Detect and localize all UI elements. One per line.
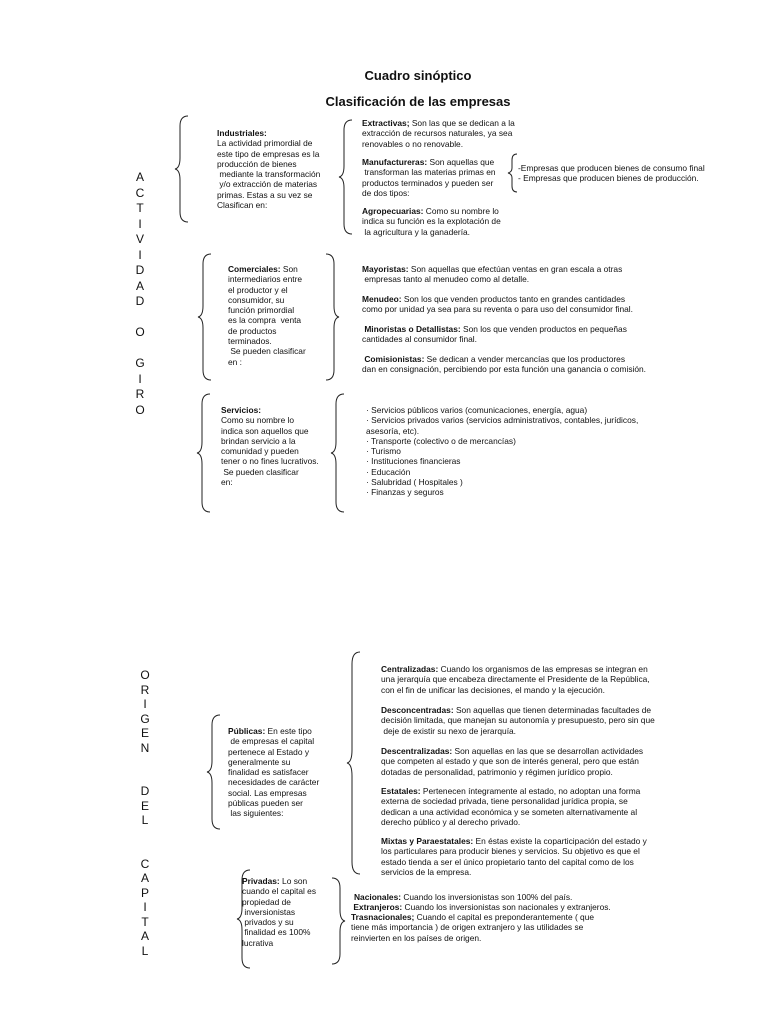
bracket-actividad-servicios xyxy=(196,392,216,514)
origen-letter: L xyxy=(141,813,149,827)
origen-letter xyxy=(135,770,155,785)
origen-letter xyxy=(135,828,155,843)
actividad-letter: I xyxy=(138,247,142,262)
actividad-letter: T xyxy=(136,201,144,215)
bracket-servicios-lista xyxy=(330,392,350,514)
comisionistas-block: Comisionistas: Se dedican a vender mercancías que los productores dan en consignación, percibiendo por esta función una ganancia o comisión. xyxy=(362,354,647,375)
origen-letter: L xyxy=(141,943,149,958)
origen-letter: G xyxy=(140,711,150,726)
actividad-letter: D xyxy=(135,263,145,277)
origen-letter: I xyxy=(143,900,147,914)
actividad-letter: O xyxy=(135,325,145,339)
actividad-letter: A xyxy=(135,170,144,184)
nacionales-block: Nacionales: Cuando los inversionistas son 100% del país. xyxy=(354,892,573,902)
origen-letter: I xyxy=(143,697,147,711)
actividad-letter: R xyxy=(135,387,145,401)
origen-letter: C xyxy=(140,856,150,871)
vertical-label-actividad-o-giro xyxy=(130,170,150,418)
actividad-letter xyxy=(130,310,150,326)
actividad-letter xyxy=(130,341,150,357)
origen-letter: E xyxy=(140,798,149,813)
centralizadas-block: Centralizadas: Cuando los organismos de las empresas se integran en una jerarquía que encabeza directamente el Presidente de la República, con el fin de unificar las decisiones, el mando y la ejecución. xyxy=(381,664,650,695)
origen-letter xyxy=(135,842,155,857)
bracket-actividad-industriales xyxy=(174,114,194,224)
privadas-block: Privadas: Lo son cuando el capital es propiedad de inversionistas privados y su finalidad es 100% lucrativa xyxy=(242,876,317,948)
origen-letter: T xyxy=(141,914,149,929)
extranjeros-block: Extranjeros: Cuando los inversionistas son nacionales y extranjeros. xyxy=(351,902,611,912)
mixtas-block: Mixtas y Paraestatales: En éstas existe la coparticipación del estado y los particulares para producir bienes y servicios. Su objetivo es que el estado tienda a ser el único propietario tanto del capital como de los servicios de la empresa. xyxy=(381,836,647,877)
origen-letter: A xyxy=(140,871,149,885)
minoristas-block: Minoristas o Detallistas: Son los que venden productos en pequeñas cantidades al consumidor final. xyxy=(362,324,627,345)
actividad-letter: D xyxy=(135,294,145,308)
servicios-list: · Servicios públicos varios (comunicaciones, energía, agua) · Servicios privados varios (servicios administrativos, contables, jurídicos, asesoría, etc). · Transporte (colectivo o de mercancías) · Turismo · Instituciones financieras · Educación · Salubridad ( Hospitales ) · Finanzas y seguros xyxy=(366,405,639,498)
extractivas-block: Extractivas; Son las que se dedican a la extracción de recursos naturales, ya sea renovables o no renovable. xyxy=(362,118,515,149)
actividad-letter: I xyxy=(138,216,142,231)
bracket-origen-publicas xyxy=(206,713,226,833)
origen-letter xyxy=(135,755,155,770)
origen-letter: P xyxy=(140,885,149,900)
actividad-letter: C xyxy=(135,185,145,200)
vertical-label-origen-del-capital xyxy=(135,668,155,958)
origen-letter: O xyxy=(140,668,150,682)
estatales-block: Estatales: Pertenecen íntegramente al estado, no adoptan una forma externa de sociedad privada, tiene personalidad jurídica propia, se dedican a una actividad económica y se someten alternativamente al derecho público y al derecho privado. xyxy=(381,786,641,827)
descentralizadas-block: Descentralizadas: Son aquellas en las que se desarrollan actividades que competen al estado y que son de interés general, pero que están dotadas de personalidad, patrimonio y régimen jurídico propio. xyxy=(381,746,644,777)
actividad-letter: V xyxy=(135,232,144,246)
bracket-actividad-comerciales xyxy=(197,252,217,382)
menudeo-block: Menudeo: Son los que venden productos tanto en grandes cantidades como por unidad ya sea para su reventa o para uso del consumidor final. xyxy=(362,294,633,315)
agropecuarias-block: Agropecuarias: Como su nombre lo indica su función es la explotación de la agricultura y la ganadería. xyxy=(362,206,501,237)
bracket-publicas-tipos xyxy=(346,650,366,876)
actividad-letter: G xyxy=(135,356,145,370)
mayoristas-block: Mayoristas: Son aquellas que efectúan ventas en gran escala a otras empresas tanto al menudeo como al detalle. xyxy=(362,264,623,285)
origen-letter: A xyxy=(140,929,149,943)
trasnacionales-block: Trasnacionales; Cuando el capital es preponderantemente ( que tiene más importancia ) de origen extranjero y las utilidades se reinvierten en los países de origen. xyxy=(351,912,595,943)
actividad-letter: I xyxy=(138,371,142,386)
actividad-letter: O xyxy=(135,402,145,417)
bracket-industriales-tipos xyxy=(338,118,358,238)
origen-letter: E xyxy=(140,726,149,740)
origen-letter: N xyxy=(140,740,150,755)
page-title: Cuadro sinóptico xyxy=(364,68,472,83)
desconcentradas-block: Desconcentradas: Son aquellas que tienen determinadas facultades de decisión limitada, que manejan su autonomía y presupuesto, pero sin que deje de existir su nexo de jerarquía. xyxy=(381,705,655,736)
page-subtitle: Clasificación de las empresas xyxy=(325,94,511,109)
industriales-block: Industriales: La actividad primordial de este tipo de empresas es la producción de bienes mediante la transformación y/o extracción de materias primas. Estas a su vez se Clasifican en: xyxy=(217,128,321,211)
bracket-privadas-tipos xyxy=(326,876,346,966)
origen-letter: D xyxy=(140,784,150,798)
actividad-letter: A xyxy=(135,278,144,293)
bracket-comerciales-clientes xyxy=(320,252,340,382)
comerciales-block: Comerciales: Son intermediarios entre el productor y el consumidor, su función primordial es la compra venta de productos terminados. Se pueden clasificar en : xyxy=(228,264,306,367)
manufactureras-subtypes: -Empresas que producen bienes de consumo final - Empresas que producen bienes de producción. xyxy=(518,163,705,184)
origen-letter: R xyxy=(140,682,150,697)
manufactureras-block: Manufactureras: Son aquellas que transforman las materias primas en productos terminados y pueden ser de dos tipos: xyxy=(362,157,496,198)
publicas-block: Públicas: En este tipo de empresas el capital pertenece al Estado y generalmente su finalidad es satisfacer necesidades de carácter social. Las empresas públicas pueden ser las siguientes: xyxy=(228,726,320,819)
servicios-block: Servicios: Como su nombre lo indica son aquellos que brindan servicio a la comunidad y pueden tener o no fines lucrativos. Se pueden clasificar en: xyxy=(221,405,319,488)
